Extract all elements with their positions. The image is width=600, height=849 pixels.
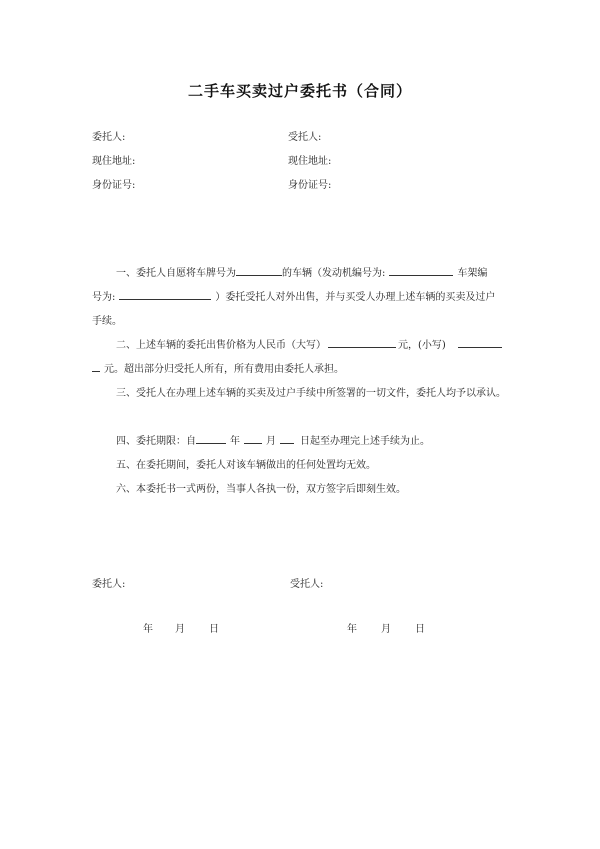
clause-1-text-b: 的车辆（发动机编号为: [282,268,386,279]
agent-date [347,620,425,635]
price-uppercase-blank [328,335,396,348]
start-year-blank [196,431,226,444]
clause-6: 六、本委托书一式两份，当事人各执一份，双方签字后即刻生效。 [116,484,406,495]
clause-2-text-c: 元。超出部分归受托人所有，所有费用由委托人承担。 [104,364,344,375]
principal-date [143,620,219,635]
clause-4 [92,430,514,454]
agent-date-month: 月 [381,624,391,635]
principal-address-label: 现住地址: [92,156,136,167]
clause-1-text-d: 号为: [92,292,116,303]
plate-number-blank [236,263,282,276]
clause-5: 五、在委托期间，委托人对该车辆做出的任何处置均无效。 [116,460,376,471]
clause-1-text-a: 一、委托人自愿将车牌号为 [116,268,236,279]
signature-agent-label: 受托人: [290,579,324,590]
agent-id-label: 身份证号: [288,180,332,191]
clause-4-text-a: 四、委托期限：自 [116,436,196,447]
start-month-blank [244,431,262,444]
agent-date-year: 年 [347,624,357,635]
clause-4-month: 月 [266,436,276,447]
principal-date-month: 月 [175,624,185,635]
principal-id-label: 身份证号: [92,180,136,191]
clause-1-text-f: 手续。 [92,316,122,327]
principal-date-day: 日 [209,624,219,635]
principal-label: 委托人: [92,132,126,143]
document-title: 二手车买卖过户委托书（合同） [187,82,412,100]
signature-principal-label: 委托人: [92,579,126,590]
start-day-blank [280,431,294,444]
clause-4-text-d: 日起至办理完上述手续为止。 [300,436,430,447]
clause-1 [92,262,514,334]
clause-4-year: 年 [230,436,240,447]
vin-number-blank [119,287,211,300]
agent-date-day: 日 [415,624,425,635]
agent-label: 受托人: [288,132,322,143]
clause-1-text-e: ）委托受托人对外出售，并与买受人办理上述车辆的买卖及过户 [215,292,496,303]
clause-2-text-a: 二、上述车辆的委托出售价格为人民币（大写） [116,340,326,351]
clause-3: 三、受托人在办理上述车辆的买卖及过户手续中所签署的一切文件，委托人均予以承认。 [116,388,506,399]
agent-address-label: 现住地址: [288,156,332,167]
engine-number-blank [389,263,453,276]
clause-2-text-b: 元，(小写) [398,340,446,351]
clause-2 [92,334,514,382]
price-lowercase-blank-cont [92,359,100,372]
clause-1-text-c: 车架编 [457,268,488,279]
price-lowercase-blank [458,335,502,348]
principal-date-year: 年 [143,624,153,635]
